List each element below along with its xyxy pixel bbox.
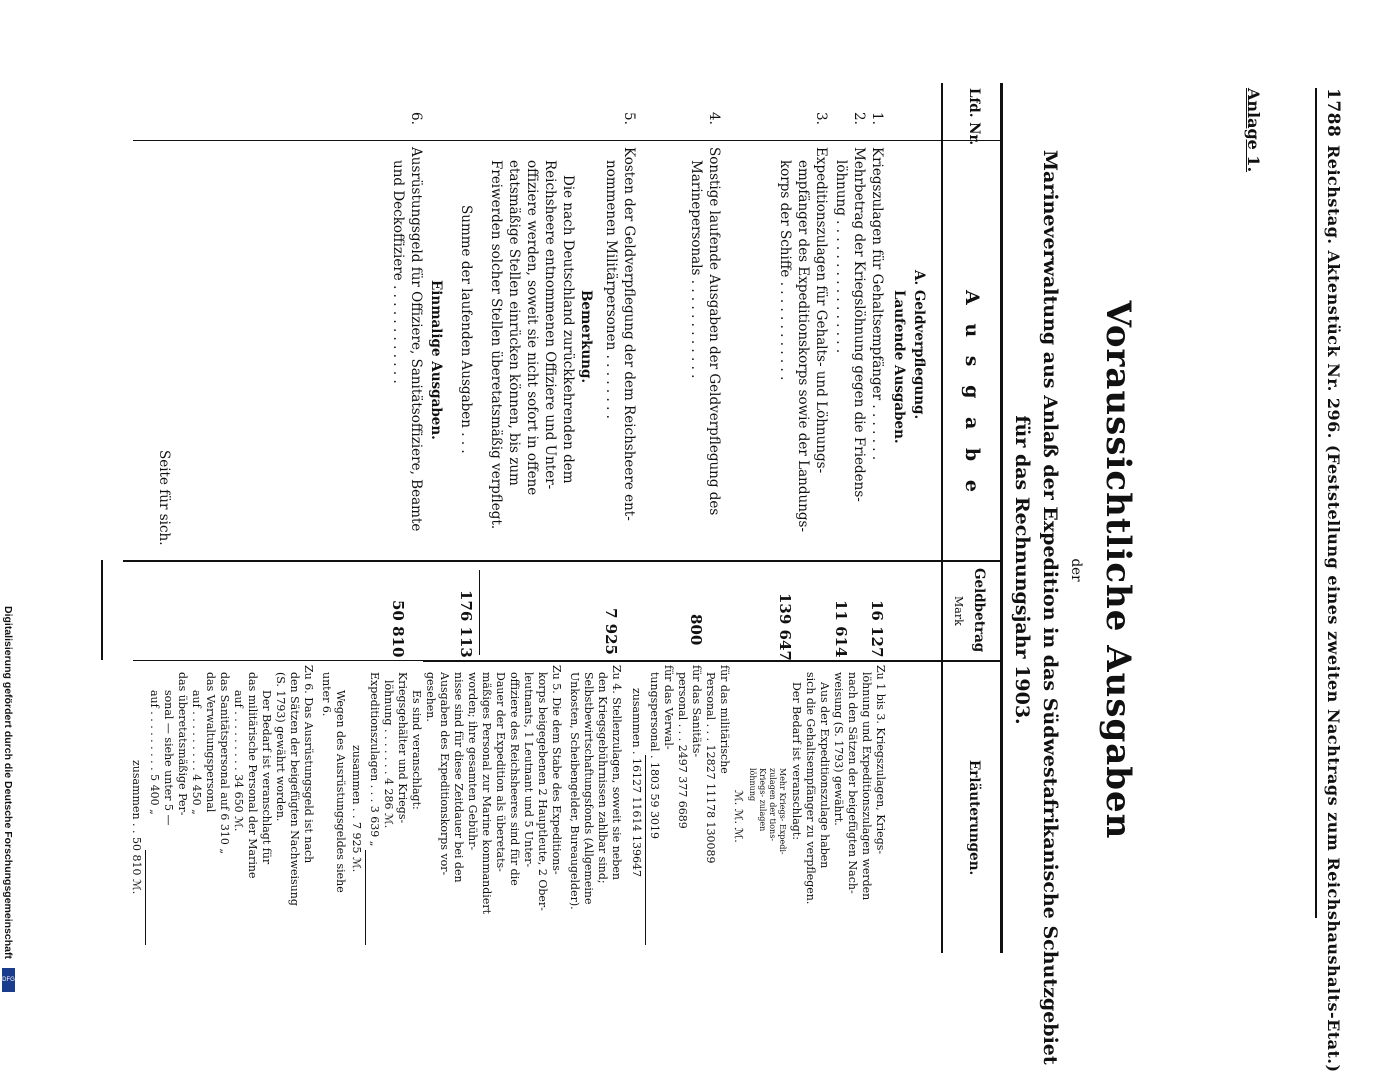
note-line: mäßiges Personal zur Marine kommandiert bbox=[480, 672, 493, 915]
note-line: gesehen. bbox=[424, 672, 437, 722]
row-text: empfänger des Expeditionskorps sowie der Landungs- bbox=[795, 160, 811, 533]
note-units: ℳ. ℳ. ℳ. bbox=[732, 790, 745, 843]
note-line: Unkosten, Scheibengelder, Bureaugelder). bbox=[568, 672, 581, 910]
bemerkung-line: Die nach Deutschland zurückkehrenden dem bbox=[560, 175, 576, 484]
page-number: 1788 bbox=[1323, 88, 1343, 138]
note-line: worden; ihre gesamten Gebühr- bbox=[466, 672, 479, 851]
note-line: personal . . . 2497 377 6689 bbox=[676, 672, 689, 829]
row-nr: 5. bbox=[621, 112, 637, 125]
note-line: weisung (S. 1793) gewährt. bbox=[832, 672, 845, 826]
title-line2: Marineverwaltung aus Anlaß der Expedition in das Südwestafrikanische Schutzgebiet bbox=[1039, 150, 1061, 1065]
note-col-head: löhnung bbox=[748, 768, 757, 802]
row-text: Marinepersonals . . . . . . . . . . . . bbox=[688, 160, 704, 379]
row-text: und Deckoffiziere . . . . . . . . . . . . bbox=[390, 160, 406, 384]
note-line: auf . . . . . . . . . 4 450 „ bbox=[190, 690, 203, 815]
note-line: Ausgaben des Expeditionskorps vor- bbox=[438, 672, 451, 876]
note-line: das Sanitätspersonal auf 6 310 „ bbox=[218, 672, 231, 855]
note-line: Wegen des Ausrüstungsgeldes siehe bbox=[334, 690, 347, 893]
summe-amount: 176 113 bbox=[457, 590, 475, 658]
note-line: Personal . . . 12827 11178 130089 bbox=[704, 672, 717, 864]
bemerkung-line: Freiwerden solcher Stellen überetatsmäßig verpflegt. bbox=[488, 160, 504, 530]
row-amount: 800 bbox=[687, 614, 705, 646]
row-amount: 50 810 bbox=[389, 600, 407, 658]
note-col-head: Mehr Kriegs- Expedi- bbox=[778, 768, 787, 855]
note-line: auf . . . . . . . . . 5 400 „ bbox=[148, 690, 161, 815]
row-nr: 4. bbox=[706, 112, 722, 125]
title-der: der bbox=[1068, 558, 1084, 582]
attachment-label: Anlage 1. bbox=[1244, 88, 1263, 173]
note-line: für das militärische bbox=[718, 665, 731, 774]
note-line: das überetatsmäßige Per- bbox=[176, 672, 189, 816]
note-col-head: zulagen der tions- bbox=[768, 768, 777, 842]
row-amount: 11 614 bbox=[832, 600, 850, 658]
col-erlaeuterungen: Erläuterungen. bbox=[966, 760, 982, 876]
note-line: nisse sind für diese Zeitdauer bei den bbox=[452, 672, 465, 883]
note-line: zusammen . . 7 925 ℳ. bbox=[350, 745, 363, 873]
row-amount: 16 127 bbox=[868, 600, 886, 658]
row-text: Kosten der Geldverpflegung der dem Reichsheere ent- bbox=[621, 147, 637, 521]
note-line: Zu 6. Das Ausrüstungsgeld ist nach bbox=[302, 665, 315, 864]
row-nr: 2. bbox=[851, 112, 867, 125]
note-line: Kriegsgehälter und Kriegs- bbox=[396, 672, 409, 824]
einmalige-heading: Einmalige Ausgaben. bbox=[428, 280, 444, 440]
note-line: für das Sanitäts- bbox=[690, 665, 703, 758]
col-ausgabe: A u s g a b e bbox=[961, 290, 983, 498]
dfg-logo: DFG bbox=[2, 968, 15, 992]
row-text: korps der Schiffe . . . . . . . . . . . . bbox=[777, 160, 793, 381]
note-col-head: Kriegs- zulagen bbox=[758, 768, 767, 832]
note-line: Aus der Expeditionszulage haben bbox=[818, 682, 831, 869]
note-line: Zu 1 bis 3. Kriegszulagen, Kriegs- bbox=[874, 665, 887, 855]
row-text: nommenen Militärpersonen . . . . . . . . bbox=[603, 160, 619, 419]
note-line: Der Bedarf ist veranschlagt: bbox=[790, 682, 803, 840]
bemerkung-line: etatsmäßige Stellen einrücken können, bis zum bbox=[506, 160, 522, 486]
note-line: Zu 4. Stellenzulagen, soweit sie neben bbox=[610, 665, 623, 880]
note-line: unter 6. bbox=[320, 672, 333, 717]
note-line: Der Bedarf ist veranschlagt für bbox=[260, 690, 273, 865]
note-line: (S. 1793) gewährt worden. bbox=[274, 672, 287, 822]
summe-label: Summe der laufenden Ausgaben . . . bbox=[458, 205, 474, 454]
row-text: Mehrbetrag der Kriegslöhnung gegen die Friedens- bbox=[851, 147, 867, 502]
note-line: löhnung . . . . . . . 4 286 ℳ. bbox=[382, 680, 395, 829]
note-line: nach den Sätzen der beigefügten Nach- bbox=[846, 672, 859, 894]
note-line: löhnung und Expeditionszulagen werden bbox=[860, 672, 873, 901]
title-line3: für das Rechnungsjahr 1903. bbox=[1011, 415, 1033, 725]
note-line: das militärische Personal der Marine bbox=[246, 672, 259, 879]
row-amount: 7 925 bbox=[602, 608, 620, 655]
row-amount: 139 647 bbox=[776, 593, 794, 661]
credit-text: Digitalisierung gefördert durch die Deutsche Forschungsgemeinschaft bbox=[2, 606, 14, 959]
row-text: löhnung . . . . . . . . . . . . . . . . bbox=[833, 160, 849, 354]
note-line: tungspersonal . 1803 59 3019 bbox=[648, 672, 661, 839]
note-line: zusammen . . 50 810 ℳ. bbox=[130, 760, 143, 895]
note-line: Selbstbewirtschaftungsfonds (Allgemeine bbox=[582, 672, 595, 905]
col-nr: Lfd. Nr. bbox=[966, 88, 982, 146]
note-line: auf . . . . . . . . . 34 650 ℳ. bbox=[232, 690, 245, 832]
row-nr: 6. bbox=[408, 112, 424, 125]
running-title: Reichstag. Aktenstück Nr. 296. (Feststellung eines zweiten Nachtrags zum Reichshaushalts-Etat.) bbox=[1324, 145, 1343, 1073]
row-text: Ausrüstungsgeld für Offiziere, Sanitätsoffiziere, Beamte bbox=[408, 147, 424, 532]
note-line: offiziere des Reichsheeres sind für die bbox=[508, 672, 521, 886]
row-nr: 1. bbox=[869, 112, 885, 125]
note-line: den Sätzen der beigefügten Nachweisung bbox=[288, 672, 301, 906]
note-line: Es sind veranschlagt: bbox=[410, 690, 423, 810]
bemerkung-title: Bemerkung. bbox=[578, 290, 594, 384]
bemerkung-line: offiziere werden, soweit sie nicht sofort in offene bbox=[524, 160, 540, 496]
laufende-heading: Laufende Ausgaben. bbox=[891, 290, 907, 444]
row-text: Expeditionszulagen für Gehalts- und Löhnungs- bbox=[813, 147, 829, 474]
note-line: das Verwaltungspersonal bbox=[204, 672, 217, 813]
seite-note: Seite für sich. bbox=[156, 450, 172, 546]
note-line: Expeditionszulagen . . . 3 639 „ bbox=[368, 672, 381, 847]
note-line: korps beigegebenen 2 Hauptleute, 2 Ober- bbox=[536, 672, 549, 911]
row-text: Sonstige laufende Ausgaben der Geldverpflegung des bbox=[706, 147, 722, 516]
note-line: sich die Gehaltsempfänger zu verpflegen. bbox=[804, 672, 817, 905]
col-betrag: Geldbetrag bbox=[971, 568, 987, 653]
note-line: leutnants, 1 Leutnant und 5 Unter- bbox=[522, 672, 535, 868]
row-text: Kriegszulagen für Gehaltsempfänger . . . . . . . bbox=[869, 147, 885, 461]
page-title: Voraussichtliche Ausgaben bbox=[1098, 300, 1138, 840]
note-line: sonal — siehe unter 5 — bbox=[162, 690, 175, 826]
note-line: zusammen . 16127 11614 139647 bbox=[630, 688, 643, 877]
note-line: Zu 5. Die dem Stabe des Expeditions- bbox=[550, 665, 563, 875]
note-line: Dauer der Expedition als überetats- bbox=[494, 672, 507, 872]
row-nr: 3. bbox=[813, 112, 829, 125]
col-betrag-unit: Mark bbox=[952, 596, 965, 626]
bemerkung-line: Reichsheere entnommenen Offiziere und Unter- bbox=[542, 160, 558, 490]
note-line: den Kriegsgebührnissen zahlbar sind; bbox=[596, 672, 609, 884]
section-a: A. Geldverpflegung. bbox=[911, 270, 927, 420]
note-line: für das Verwal- bbox=[662, 665, 675, 750]
